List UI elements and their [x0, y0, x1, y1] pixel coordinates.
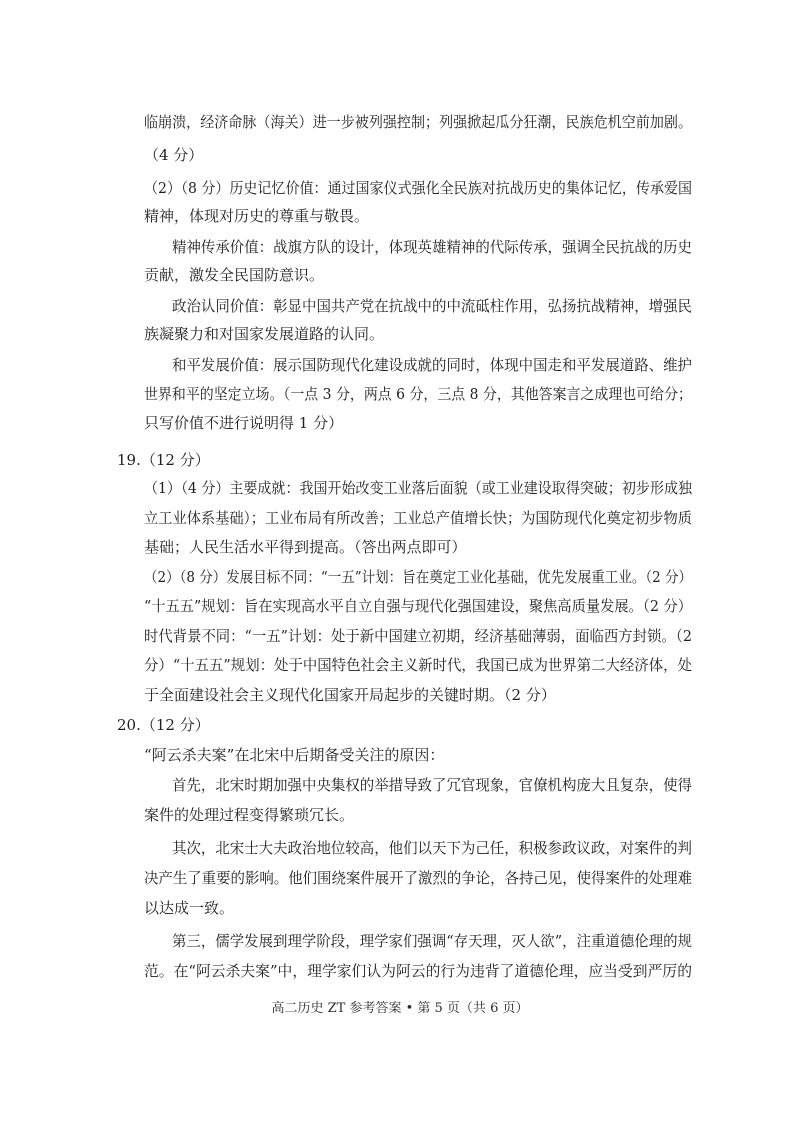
page-footer: 高二历史 ZT 参考答案 • 第 5 页（共 6 页）	[271, 1001, 529, 1016]
document-page: 临崩溃，经济命脉（海关）进一步被列强控制；列强掀起瓜分狂潮，民族危机空前加剧。 （4 分） （2）（8 分）历史记忆价值：通过国家仪式强化全民族对抗战历史的集体记忆，传承爱国 精神，体现对历史的尊重与敬畏。 精神传承价值：战旗方队的设计，体现英雄精神的代际传承，强调全民抗战的历史 贡献，激发全民国防意识。 政治认同价值：彰显中国共产党在抗战中的中流砥柱作用，弘扬抗战精神，增强民 族凝聚力和对国家发展道路的认同。 和平发展价值：展示国防现代化建设成就的同时，体现中国走和平发展道路、维护 世界和平的坚定立场。（一点 3 分，两点 6 分，三点 8 分，其他答案言之成理也可给分； 只写价值不进行说明得 1 分） 19.（12 分） （1）（4 分）主要成就：我国开始改变工业落后面貌（或工业建设取得突破；初步形成独 立工业体系基础）；工业布局有所改善；工业总产值增长快；为国防现代化奠定初步物质 基础；人民生活水平得到提高。（答出两点即可） （2）（8 分）发展目标不同：“一五”计划：旨在奠定工业化基础，优先发展重工业。（2 分） “十五五”规划：旨在实现高水平自立自强与现代化强国建设，聚焦高质量发展。（2 分） 时代背景不同：“一五”计划：处于新中国建立初期，经济基础薄弱，面临西方封锁。（2 分）“十五五”规划：处于中国特色社会主义新时代，我国已成为世界第二大经济体，处 于全面建设社会主义现代化国家开局起步的关键时期。（2 分） 20.（12 分） “阿云杀夫案”在北宋中后期备受关注的原因： 首先，北宋时期加强中央集权的举措导致了冗官现象，官僚机构庞大且复杂，使得 案件的处理过程变得繁琐冗长。 其次，北宋士大夫政治地位较高，他们以天下为己任，积极参政议政，对案件的判 决产生了重要的影响。他们围绕案件展开了激烈的争论，各持己见，使得案件的处理难 以达成一致。 第三，儒学发展到理学阶段，理学家们强调“存天理，灭人欲”，注重道德伦理的规 范。在“阿云杀夫案”中，理学家们认为阿云的行为违背了道德伦理，应当受到严厉的 高二历史 ZT 参考答案 • 第 5 页（共 6 页）	[0, 0, 800, 1132]
